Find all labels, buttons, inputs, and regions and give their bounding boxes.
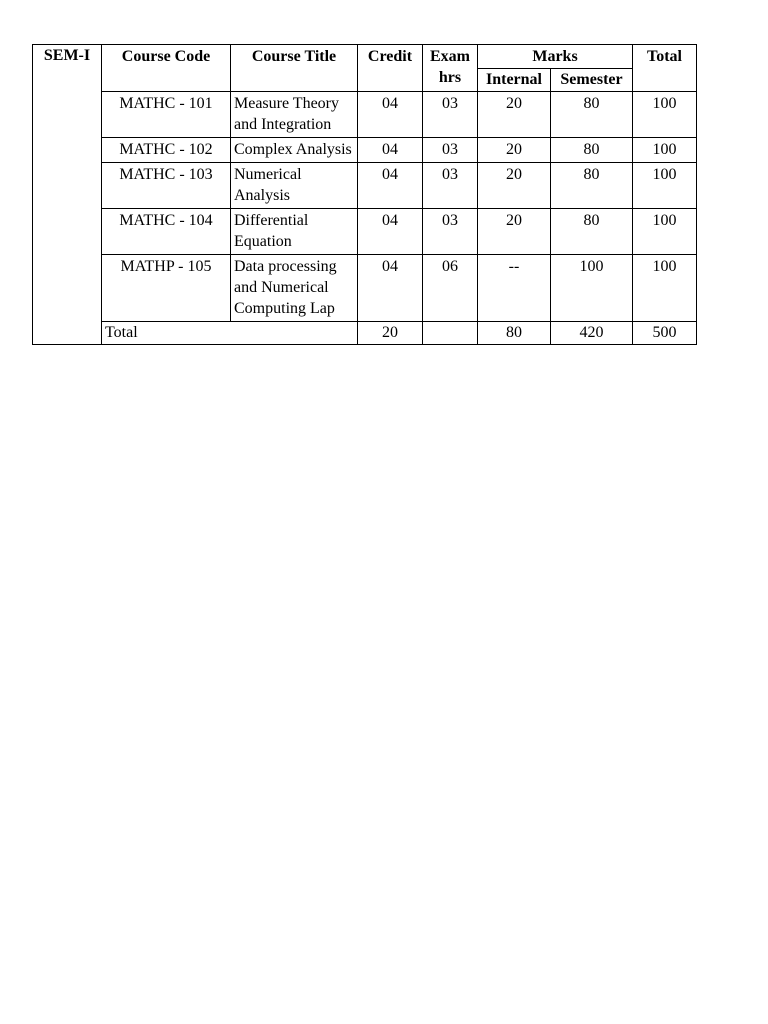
course-title: Measure Theory and Integration [231,92,358,138]
total-marks: 100 [633,138,697,163]
course-title: Numerical Analysis [231,163,358,209]
header-credit: Credit [358,45,423,92]
exam-hrs: 06 [423,255,478,322]
total-marks: 100 [633,209,697,255]
table-row [33,138,697,163]
header-total: Total [633,45,697,92]
credit: 04 [358,209,423,255]
credit: 04 [358,138,423,163]
internal-marks: 20 [478,92,551,138]
header-row [33,45,697,69]
credit: 04 [358,255,423,322]
course-code: MATHC - 104 [102,209,231,255]
course-code: MATHC - 103 [102,163,231,209]
header-course-code: Course Code [102,45,231,92]
header-semester: Semester [551,69,633,92]
credit: 04 [358,92,423,138]
internal-marks: 20 [478,138,551,163]
internal-marks: 20 [478,209,551,255]
credit: 04 [358,163,423,209]
header-exam-hrs: Exam hrs [423,45,478,92]
totals-internal: 80 [478,322,551,345]
header-internal: Internal [478,69,551,92]
semester-marks: 80 [551,209,633,255]
totals-total: 500 [633,322,697,345]
table-row [33,92,697,138]
exam-hrs: 03 [423,92,478,138]
course-title: Differential Equation [231,209,358,255]
course-code: MATHC - 102 [102,138,231,163]
course-title: Data processing and Numerical Computing Lap [231,255,358,322]
totals-semester: 420 [551,322,633,345]
course-title: Complex Analysis [231,138,358,163]
table-row [33,163,697,209]
total-marks: 100 [633,255,697,322]
totals-exam-hrs [423,322,478,345]
totals-credit: 20 [358,322,423,345]
totals-row [33,322,697,345]
semester-marks: 100 [551,255,633,322]
total-marks: 100 [633,163,697,209]
exam-hrs: 03 [423,163,478,209]
internal-marks: -- [478,255,551,322]
course-code: MATHC - 101 [102,92,231,138]
total-marks: 100 [633,92,697,138]
internal-marks: 20 [478,163,551,209]
course-code: MATHP - 105 [102,255,231,322]
exam-hrs: 03 [423,138,478,163]
table-row [33,255,697,322]
table-row [33,209,697,255]
course-table [32,44,697,345]
header-marks: Marks [478,45,633,69]
header-course-title: Course Title [231,45,358,92]
totals-label: Total [102,322,358,345]
exam-hrs: 03 [423,209,478,255]
semester-marks: 80 [551,92,633,138]
semester-marks: 80 [551,163,633,209]
semester-marks: 80 [551,138,633,163]
semester-label: SEM-I [33,45,102,345]
